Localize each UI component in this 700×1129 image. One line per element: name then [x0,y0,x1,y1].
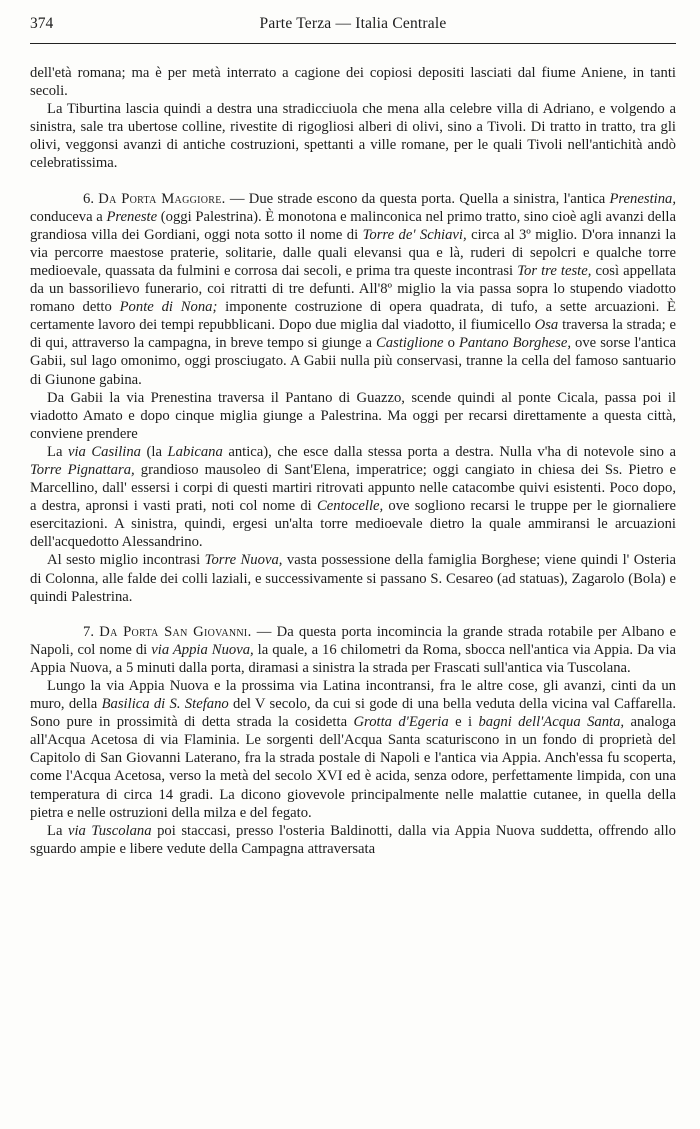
text-run: grandioso mausoleo di Sant'Elena, imperatrice; oggi cangiato in chiesa dei Ss. Pietro e Marcellino, dall' essersi i corpi di questi martiri ritrovati appunto nelle catacombe quivi esistenti. Poco dopo, a destra, apronsi i vasti prati, noti col nome di [30,461,676,515]
paragraph [30,822,676,858]
section-heading: Da Porta San Giovanni. [99,623,252,640]
page-number: 374 [30,15,54,32]
section-7-paragraph [30,623,676,677]
text-run: o [443,335,459,352]
text-run: — Da questa porta incomincia la grande strada rotabile per Albano e Napoli, col nome di [30,623,676,658]
text-run: imponente costruzione di opera quadrata, di tufo, a sette arcuazioni. È certamente lavoro dei tempi repubblicani. Dopo due miglia dal viadotto, il fiumicello [30,299,676,334]
italic-term: Torre Pignattara, [30,461,135,478]
paragraph [30,64,676,100]
text-run: La [47,443,68,460]
italic-term: via Appia Nuova, [151,641,254,658]
paragraph [30,443,676,552]
italic-term: Centocelle, [316,498,384,515]
text-run: conduceva a [30,208,107,225]
section-heading: Da Porta Maggiore. [98,190,226,207]
text-run: Al sesto miglio incontrasi [47,552,205,569]
text-run: poi staccasi, presso l'osteria Baldinotti, dalla via Appia Nuova suddetta, offrendo allo sguardo ampie e libere vedute della Campagna attraversata [30,822,676,857]
header-rule [30,43,676,44]
text-run: 6. [83,190,99,207]
italic-term: Ponte di Nona; [119,299,218,316]
text-run: La [47,822,68,839]
text-run: così appellata da un bassorilievo funerario, coi ritratti di tre defunti. All'8º miglio la via passa sopra lo stupendo viadotto romano detto [30,262,676,316]
body-text [30,64,676,858]
paragraph [30,100,676,172]
text-run: e i [448,714,479,731]
text-run: — Due strade escono da questa porta. Quella a sinistra, l'antica [225,190,610,207]
paragraph [30,389,676,443]
text-run: Lungo la via Appia Nuova e la prossima via Latina incontransi, fra le altre cose, gli avanzi, cinti da un muro, della [30,678,676,713]
paragraph [30,551,676,605]
paragraph [30,677,676,822]
text-run: (la [141,443,168,460]
italic-term: Grotta d'Egeria [353,714,449,731]
italic-term: Torre de' Schiavi, [362,226,467,243]
italic-term: Osa [534,317,559,334]
text-run: traversa la strada; e di qui, attraverso la campagna, in breve tempo si giunge a [30,317,677,352]
italic-term: Torre Nuova, [204,552,283,569]
italic-term: Pantano Borghese, [458,335,571,352]
text-run: del V secolo, da cui si gode di una bella veduta della vicina val Caffarella. Sono pure in prossimità di detta strada la cosidetta [30,696,676,731]
section-6-paragraph [30,190,676,389]
running-title: Parte Terza — Italia Centrale [259,15,447,32]
text-run: (oggi Palestrina). È monotona e malinconica nel primo tratto, sino cioè agli avanzi della grandiosa villa dei Gordiani, oggi nota sotto il nome di [30,208,676,243]
text-run: vasta possessione della famiglia Borghese; viene quindi l' Osteria di Colonna, alle falde dei colli laziali, e successivamente si passano S. Cesareo (ad statuas), Zagarolo (Bola) e quindi Palestrina. [30,552,677,605]
text-run: dell'età romana; ma è per metà interrato a cagione dei copiosi depositi lasciati dal fiume Aniene, in tanti secoli. [30,65,676,100]
text-run: antica), che esce dalla stessa porta a destra. Nulla v'ha di notevole sino a [222,443,676,460]
italic-term: bagni dell'Acqua Santa, [478,714,625,731]
text-run: circa al 3º miglio. D'ora innanzi la via percorre maestose praterie, solitarie, dalle quali elevansi qua e là, ruderi di sepolcri e qualche torre medioevale, quassata da fulmini e corrosa dai secoli, e prima tra queste incontrasi [30,226,676,279]
italic-term: Preneste [106,208,158,225]
text-run: Da Gabii la via Prenestina traversa il Pantano di Guazzo, scende quindi al ponte Cicala, passa poi il viadotto Amato e dopo cinque miglia giunge a Palestrina. Ma oggi per recarsi direttamente a questa città, conviene prendere [30,389,676,442]
italic-term: via Casilina [67,443,142,460]
italic-term: Prenestina, [609,190,677,207]
italic-term: Castiglione [376,335,444,352]
italic-term: via Tuscolana [67,822,152,839]
text-run: ove sogliono recarsi le truppe per le giornaliere esercitazioni. A sinistra, quindi, ergesi un'alta torre medioevale dietro la quale ammiransi le arcuazioni dell'acquedotto Alessandrino. [30,498,676,551]
text-run: analoga all'Acqua Acetosa di via Flaminia. Le sorgenti dell'Acqua Santa scaturiscono in un fondo di proprietà del Capitolo di San Giovanni Laterano, fra la strada postale di Napoli e l'antica via Appia. Anch'essa fu scoperta, come l'Acqua Acetosa, verso la metà del secolo XVI ed è acida, senza odore, perfettamente limpida, con una temperatura di circa 14 gradi. La dicono giovevole principalmente nelle malattie cutanee, in quella della pietra e nelle ostruzioni della milza e del fegato. [30,714,676,821]
text-run: 7. [83,623,100,640]
text-run: La Tiburtina lascia quindi a destra una stradicciuola che mena alla celebre villa di Adriano, e volgendo a sinistra, sale tra ubertose colline, rivestite di rigogliosi alberi di olivi, sino a Tivoli. Di tratto in tratto, tra gli olivi, veggonsi avanzi di antiche costruzioni, spettanti a ville romane, per le quali Tivoli nell'antichità andò celebratissima. [30,101,676,172]
italic-term: Labicana [167,443,223,460]
italic-term: Basilica di S. Stefano [101,696,229,713]
italic-term: Tor tre teste, [517,262,592,279]
text-run: la quale, a 16 chilometri da Roma, sbocca nell'antica via Appia. Da via Appia Nuova, a 5 minuti dalla porta, diramasi a sinistra la strada per Frascati sull'antica via Tuscolana. [30,641,677,676]
text-run: ove sorse l'antica Gabii, sul lago omonimo, oggi prosciugato. A Gabii nulla più conservasi, tranne la cella del famoso santuario di Giunone gabina. [30,335,676,388]
running-header [30,15,676,39]
